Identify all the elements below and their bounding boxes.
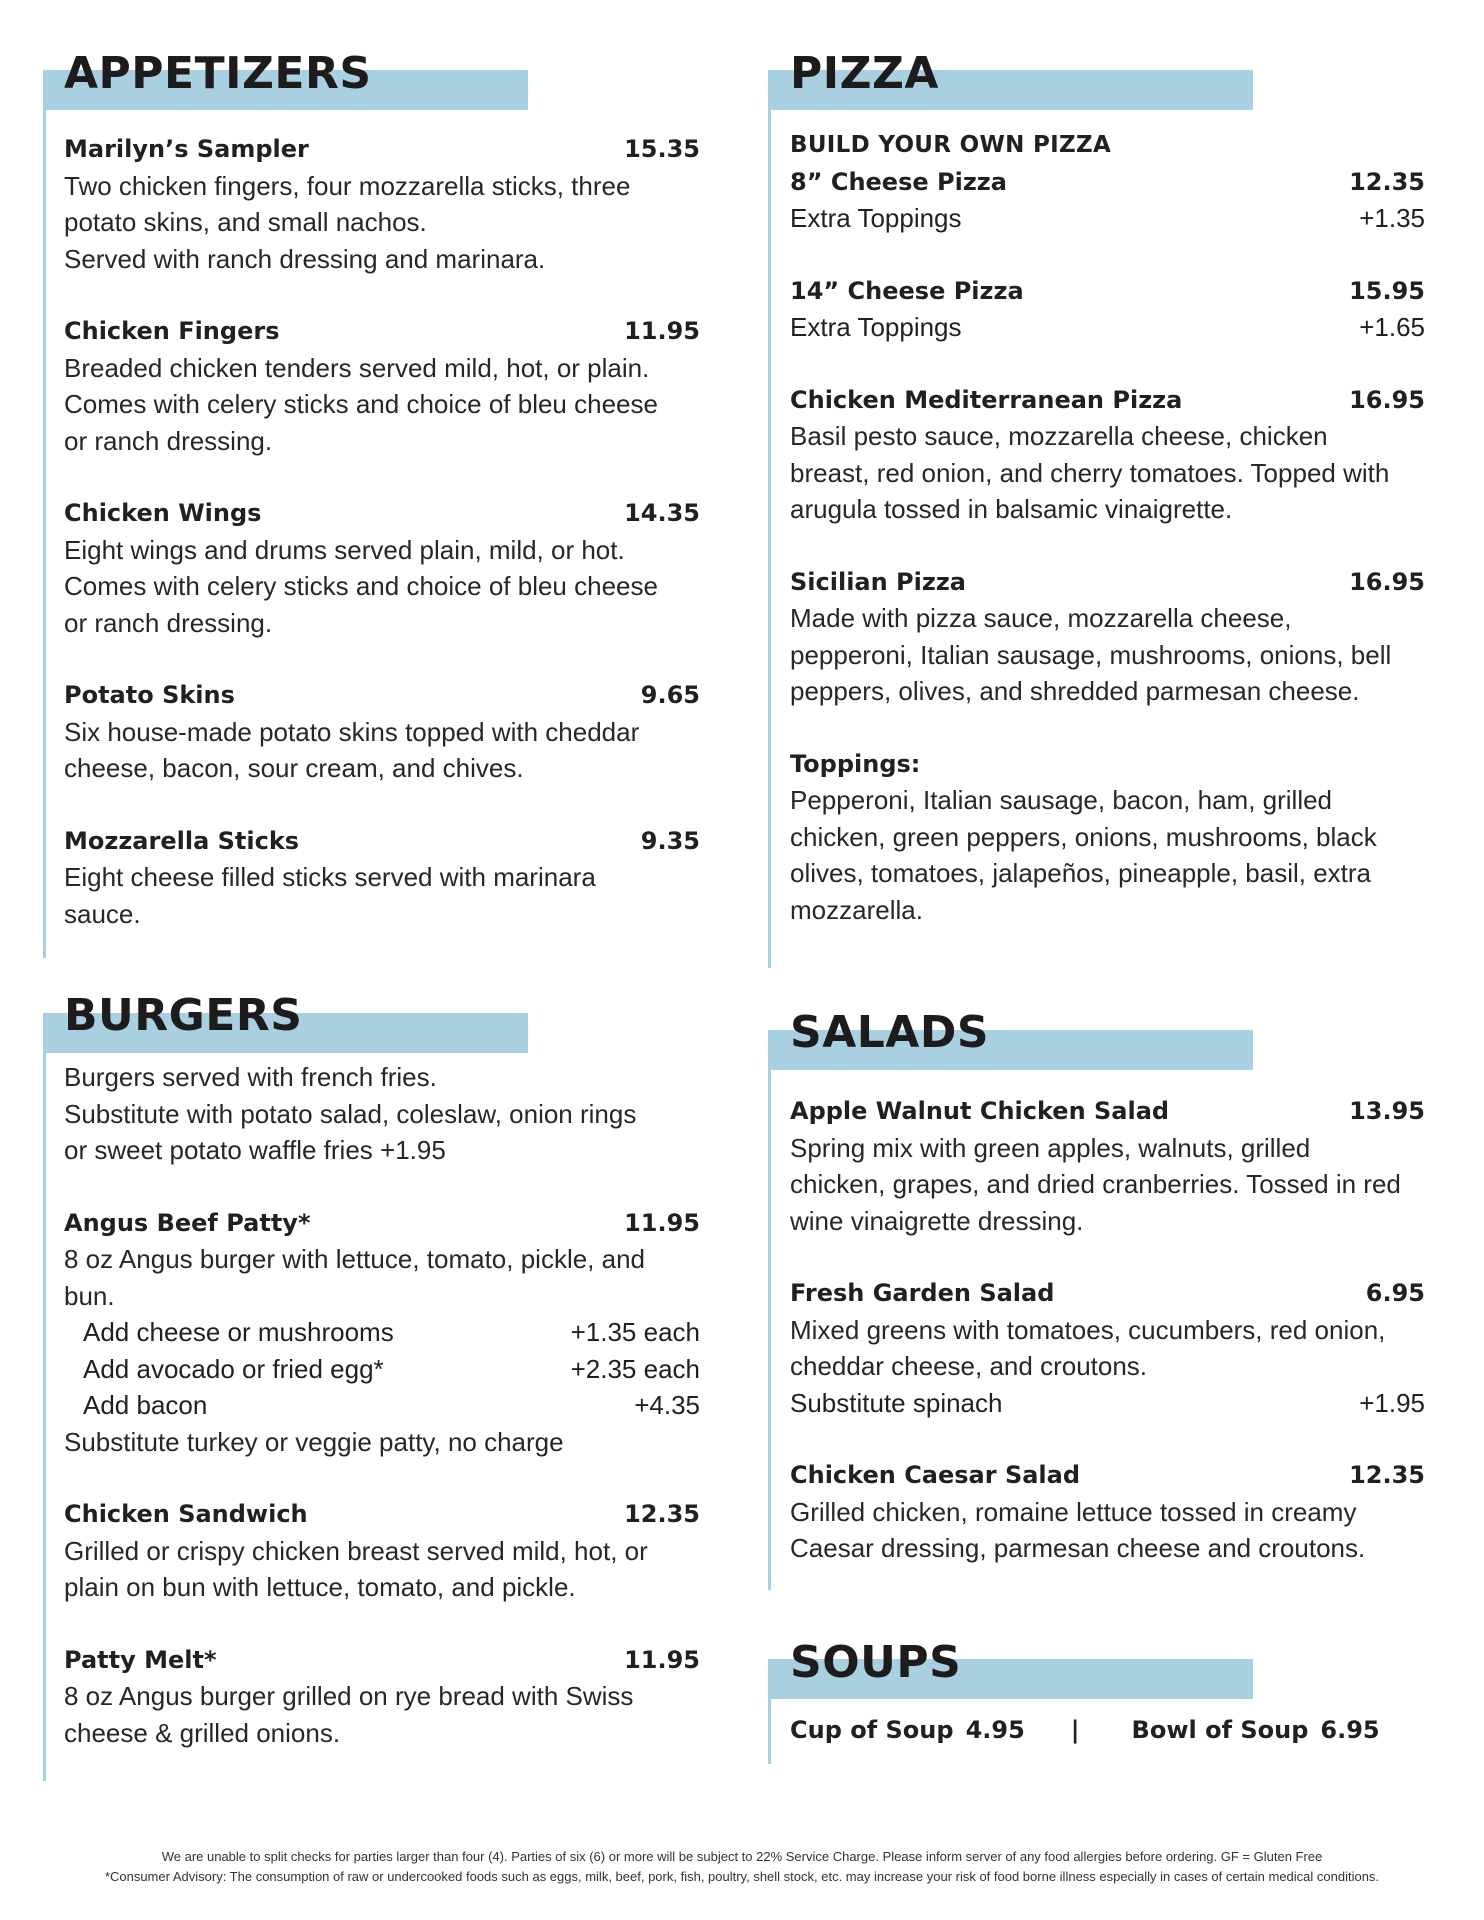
item-price: 12.35 xyxy=(624,1500,700,1528)
menu-item xyxy=(64,1642,700,1752)
intro-line: Burgers served with french fries. xyxy=(64,1062,437,1092)
item-name: Patty Melt* xyxy=(64,1645,217,1674)
substitute-row xyxy=(790,1385,1425,1422)
pizza-title: PIZZA xyxy=(790,48,939,99)
toppings-list xyxy=(790,746,1425,929)
item-desc: wine vinaigrette dressing. xyxy=(790,1205,1084,1236)
addon-price: +1.35 each xyxy=(570,1317,700,1347)
salads-list xyxy=(790,1093,1425,1603)
item-desc: Caesar dressing, parmesan cheese and croutons. xyxy=(790,1533,1366,1563)
extra-toppings-row xyxy=(790,200,1425,237)
addon-row xyxy=(64,1351,700,1388)
item-desc: Breaded chicken tenders served mild, hot, or plain. xyxy=(64,352,650,383)
item-name: Angus Beef Patty* xyxy=(64,1208,311,1237)
item-name: 14” Cheese Pizza xyxy=(790,276,1024,305)
menu-item xyxy=(64,677,700,787)
item-price: 15.35 xyxy=(624,135,700,163)
item-note: Substitute turkey or veggie patty, no charge xyxy=(64,1426,564,1457)
footer-notice: We are unable to split checks for parties larger than four (4). Parties of six (6) or more will be subject to 22% Service Charge. Please inform server of any food allergies before ordering. GF = Gluten Free xyxy=(161,1849,1323,1864)
addon-row xyxy=(64,1314,700,1351)
addon-label: Add cheese or mushrooms xyxy=(83,1317,394,1347)
soups-title: SOUPS xyxy=(790,1637,962,1688)
menu-item xyxy=(64,131,700,277)
substitute-price: +1.95 xyxy=(1359,1387,1425,1418)
item-price: 15.95 xyxy=(1349,276,1425,305)
consumer-advisory: *Consumer Advisory: The consumption of raw or undercooked foods such as eggs, milk, beef, pork, fish, poultry, shell stock, etc. may increase your risk of food borne illness especially in cases of certain medical conditions. xyxy=(104,1869,1380,1884)
item-name: Potato Skins xyxy=(64,681,235,709)
substitute-label: Substitute spinach xyxy=(790,1387,1003,1418)
item-desc: 8 oz Angus burger with lettuce, tomato, pickle, and xyxy=(64,1244,646,1274)
intro-line: Substitute with potato salad, coleslaw, onion rings xyxy=(64,1098,637,1129)
build-your-own-pizza xyxy=(790,127,1425,237)
item-desc: pepperoni, Italian sausage, mushrooms, onions, bell xyxy=(790,639,1392,670)
burgers-title: BURGERS xyxy=(64,990,303,1041)
intro-line: or sweet potato waffle fries +1.95 xyxy=(64,1135,446,1165)
menu-item xyxy=(790,1275,1425,1421)
item-name: Chicken Caesar Salad xyxy=(790,1461,1081,1489)
appetizers-title: APPETIZERS xyxy=(64,48,372,99)
soups-rule xyxy=(768,1699,771,1764)
item-price: 9.35 xyxy=(640,826,700,855)
item-desc: cheese, bacon, sour cream, and chives. xyxy=(64,753,524,783)
bowl-of-soup-price: 6.95 xyxy=(1320,1716,1380,1744)
toppings-line: mozzarella. xyxy=(790,894,923,925)
item-name: 8” Cheese Pizza xyxy=(790,167,1007,196)
menu-item xyxy=(790,273,1425,346)
menu-item xyxy=(64,1496,700,1606)
item-desc: Grilled chicken, romaine lettuce tossed in creamy xyxy=(790,1496,1357,1527)
item-desc: breast, red onion, and cherry tomatoes. Topped with xyxy=(790,457,1390,488)
item-desc: bun. xyxy=(64,1280,115,1311)
item-price: 6.95 xyxy=(1365,1279,1425,1307)
item-desc: Comes with celery sticks and choice of bleu cheese xyxy=(64,389,658,419)
item-desc: Comes with celery sticks and choice of bleu cheese xyxy=(64,571,658,601)
item-desc: 8 oz Angus burger grilled on rye bread with Swiss xyxy=(64,1681,634,1711)
item-price: 16.95 xyxy=(1349,385,1425,414)
item-desc: Served with ranch dressing and marinara. xyxy=(64,243,546,274)
item-desc: cheese & grilled onions. xyxy=(64,1717,341,1748)
item-desc: sauce. xyxy=(64,898,141,929)
item-name: Chicken Mediterranean Pizza xyxy=(790,385,1183,414)
menu-item xyxy=(64,823,700,933)
menu-item xyxy=(64,495,700,641)
item-desc: Spring mix with green apples, walnuts, grilled xyxy=(790,1132,1311,1163)
item-name: Mozzarella Sticks xyxy=(64,826,300,855)
extra-label: Extra Toppings xyxy=(790,312,962,342)
addon-label: Add bacon xyxy=(83,1390,208,1420)
item-desc: or ranch dressing. xyxy=(64,607,273,638)
item-desc: Eight cheese filled sticks served with marinara xyxy=(64,862,596,892)
addon-price: +2.35 each xyxy=(570,1353,700,1384)
item-name: Marilyn’s Sampler xyxy=(64,135,309,163)
item-price: 11.95 xyxy=(624,1208,700,1237)
appetizers-list xyxy=(64,131,700,968)
item-price: 12.35 xyxy=(1349,1461,1425,1489)
item-name: Chicken Fingers xyxy=(64,317,280,345)
burgers-list xyxy=(64,1059,700,1787)
cup-of-soup-label: Cup of Soup xyxy=(790,1716,954,1744)
item-desc: plain on bun with lettuce, tomato, and pickle. xyxy=(64,1572,576,1602)
item-price: 11.95 xyxy=(624,317,700,345)
toppings-line: Pepperoni, Italian sausage, bacon, ham, grilled xyxy=(790,785,1333,815)
item-price: 13.95 xyxy=(1349,1097,1425,1125)
item-desc: Eight wings and drums served plain, mild, or hot. xyxy=(64,534,625,565)
item-desc: Two chicken fingers, four mozzarella sticks, three xyxy=(64,170,631,201)
menu-item xyxy=(64,313,700,459)
footer xyxy=(0,1847,1484,1887)
addon-row xyxy=(64,1387,700,1424)
item-desc: Six house-made potato skins topped with cheddar xyxy=(64,716,640,747)
item-price: 11.95 xyxy=(624,1645,700,1674)
extra-price: +1.65 xyxy=(1359,312,1425,342)
item-desc: Grilled or crispy chicken breast served mild, hot, or xyxy=(64,1535,648,1566)
item-desc: potato skins, and small nachos. xyxy=(64,207,427,237)
toppings-title: Toppings: xyxy=(790,749,921,778)
item-desc: peppers, olives, and shredded parmesan cheese. xyxy=(790,676,1360,706)
item-price: 14.35 xyxy=(624,499,700,527)
item-name: Apple Walnut Chicken Salad xyxy=(790,1097,1170,1125)
addon-label: Add avocado or fried egg* xyxy=(83,1353,384,1384)
build-title: BUILD YOUR OWN PIZZA xyxy=(790,132,1112,158)
salads-title: SALADS xyxy=(790,1007,990,1058)
menu-item xyxy=(790,564,1425,710)
salads-rule xyxy=(768,1070,771,1590)
menu-item xyxy=(790,1093,1425,1239)
cup-of-soup-price: 4.95 xyxy=(965,1716,1025,1744)
item-desc: Mixed greens with tomatoes, cucumbers, red onion, xyxy=(790,1314,1386,1345)
item-desc: arugula tossed in balsamic vinaigrette. xyxy=(790,494,1233,524)
item-name: Chicken Wings xyxy=(64,499,262,527)
bowl-of-soup-label: Bowl of Soup xyxy=(1131,1716,1309,1744)
pizza-rule xyxy=(768,110,771,968)
item-desc: cheddar cheese, and croutons. xyxy=(790,1351,1148,1381)
burgers-intro xyxy=(64,1059,700,1169)
appetizers-rule xyxy=(43,110,46,958)
extra-label: Extra Toppings xyxy=(790,203,962,233)
item-price: 9.65 xyxy=(640,681,700,709)
item-name: Chicken Sandwich xyxy=(64,1500,308,1528)
menu-item xyxy=(790,382,1425,528)
burgers-rule xyxy=(43,1053,46,1781)
item-price: 12.35 xyxy=(1349,167,1425,196)
menu-item xyxy=(64,1205,700,1461)
extra-toppings-row xyxy=(790,309,1425,346)
item-name: Sicilian Pizza xyxy=(790,567,967,596)
extra-price: +1.35 xyxy=(1359,203,1425,233)
item-desc: Made with pizza sauce, mozzarella cheese, xyxy=(790,603,1292,633)
menu-item xyxy=(790,1457,1425,1567)
item-desc: or ranch dressing. xyxy=(64,425,273,456)
pizza-list xyxy=(790,127,1425,964)
item-name: Fresh Garden Salad xyxy=(790,1279,1055,1307)
soups-row xyxy=(790,1712,1425,1749)
soups-separator: | xyxy=(1070,1716,1080,1744)
toppings-line: olives, tomatoes, jalapeños, pineapple, basil, extra xyxy=(790,858,1372,888)
addon-price: +4.35 xyxy=(634,1390,700,1420)
item-desc: chicken, grapes, and dried cranberries. Tossed in red xyxy=(790,1169,1401,1199)
item-price: 16.95 xyxy=(1349,567,1425,596)
toppings-line: chicken, green peppers, onions, mushrooms, black xyxy=(790,821,1377,852)
item-desc: Basil pesto sauce, mozzarella cheese, chicken xyxy=(790,421,1328,451)
